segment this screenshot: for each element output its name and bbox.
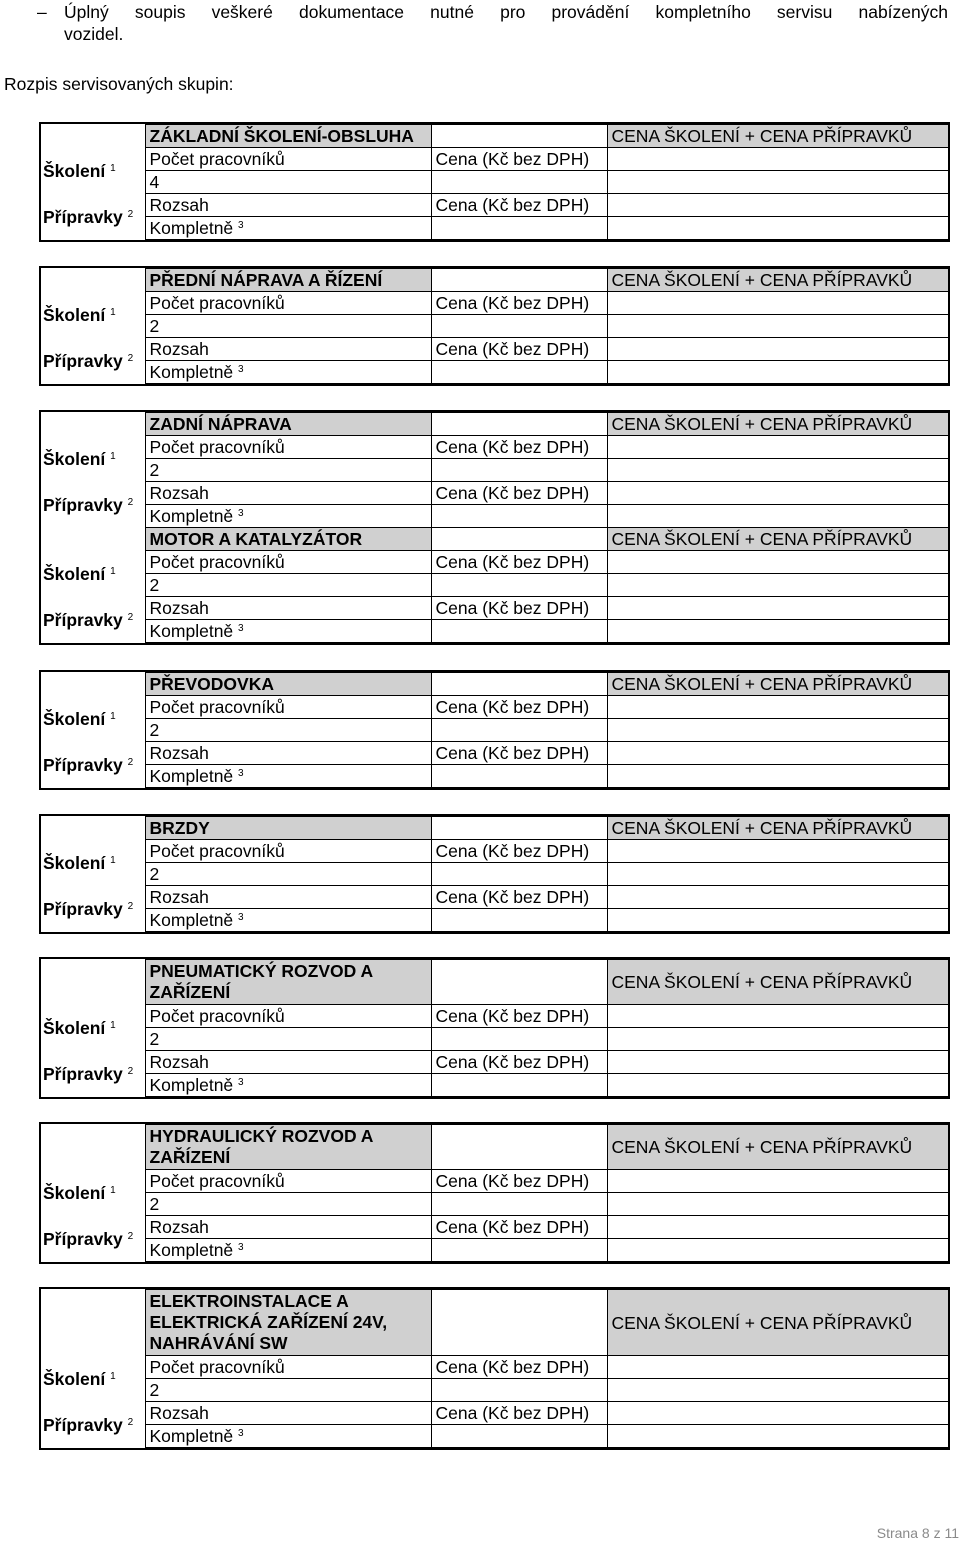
page-number: Strana 8 z 11	[876, 1525, 959, 1541]
scope-complete	[145, 909, 431, 932]
scope-complete	[145, 217, 431, 240]
footnote-mark: 3	[238, 768, 244, 779]
training-price-value[interactable]	[431, 459, 607, 482]
workers-label: Počet pracovníků	[145, 840, 431, 863]
training-price-value[interactable]	[431, 574, 607, 597]
skoleni-label: Školení	[43, 160, 106, 181]
footnote-mark: 2	[127, 1230, 134, 1242]
footnote-mark: 2	[127, 208, 134, 220]
tools-price-blank	[607, 1239, 948, 1262]
footnote-mark: 1	[110, 710, 116, 722]
tools-price-value[interactable]	[431, 765, 607, 788]
workers-label: Počet pracovníků	[145, 696, 431, 719]
scope-complete	[145, 765, 431, 788]
bullet-dash: –	[37, 2, 47, 22]
training-price-value[interactable]	[431, 1379, 607, 1402]
scope-complete	[145, 1074, 431, 1097]
service-group-block	[39, 814, 950, 934]
workers-count: 2	[145, 1028, 431, 1051]
title-empty-cell	[431, 528, 607, 551]
tools-price-blank	[607, 909, 948, 932]
service-group-table	[41, 412, 949, 643]
tools-price-label: Cena (Kč bez DPH)	[431, 1051, 607, 1074]
scope-complete-text: Kompletně	[149, 910, 234, 930]
training-price-blank	[607, 171, 948, 194]
scope-label: Rozsah	[145, 194, 431, 217]
footnote-mark: 3	[238, 912, 244, 923]
tools-price-blank	[607, 361, 948, 384]
scope-label: Rozsah	[145, 1402, 431, 1425]
scope-label: Rozsah	[145, 1051, 431, 1074]
footnote-mark: 2	[127, 900, 134, 912]
service-group-table	[41, 816, 949, 932]
scope-complete-text: Kompletně	[149, 621, 234, 641]
training-price-blank	[607, 574, 948, 597]
skoleni-label: Školení	[43, 304, 106, 325]
footnote-mark: 3	[238, 508, 244, 519]
scope-label: Rozsah	[145, 482, 431, 505]
tools-price-value[interactable]	[431, 361, 607, 384]
scope-complete-text: Kompletně	[149, 506, 234, 526]
pripravky-label: Přípravky	[43, 754, 123, 775]
intro-line-2: vozidel.	[64, 24, 124, 44]
pripravky-label: Přípravky	[43, 1228, 123, 1249]
tools-price-label: Cena (Kč bez DPH)	[431, 1216, 607, 1239]
training-price-value[interactable]	[431, 863, 607, 886]
workers-label: Počet pracovníků	[145, 1170, 431, 1193]
footnote-mark: 1	[110, 450, 116, 462]
pripravky-label: Přípravky	[43, 898, 123, 919]
group-title: ZÁKLADNÍ ŠKOLENÍ-OBSLUHA	[145, 125, 431, 148]
scope-label: Rozsah	[145, 1216, 431, 1239]
tools-price-label: Cena (Kč bez DPH)	[431, 742, 607, 765]
total-price-header: CENA ŠKOLENÍ + CENA PŘÍPRAVKŮ	[607, 125, 948, 148]
training-price-blank	[607, 719, 948, 742]
section-heading: Rozpis servisovaných skupin:	[4, 74, 234, 94]
tools-price-label: Cena (Kč bez DPH)	[431, 597, 607, 620]
training-price-input[interactable]	[607, 292, 948, 315]
training-price-label: Cena (Kč bez DPH)	[431, 840, 607, 863]
title-empty-cell	[431, 673, 607, 696]
service-group-table	[41, 268, 949, 384]
tools-price-input[interactable]	[607, 482, 948, 505]
scope-complete	[145, 1425, 431, 1448]
footnote-mark: 1	[110, 854, 116, 866]
group-title: ZADNÍ NÁPRAVA	[145, 413, 431, 436]
pripravky-label-cell	[41, 742, 145, 788]
skoleni-label: Školení	[43, 1182, 106, 1203]
scope-label: Rozsah	[145, 338, 431, 361]
group-title: MOTOR A KATALYZÁTOR	[145, 528, 431, 551]
title-empty-cell	[431, 817, 607, 840]
total-price-header: CENA ŠKOLENÍ + CENA PŘÍPRAVKŮ	[607, 1125, 948, 1170]
skoleni-label-cell	[41, 148, 145, 194]
footnote-mark: 1	[110, 1370, 116, 1382]
pripravky-label-cell	[41, 597, 145, 643]
workers-count: 2	[145, 459, 431, 482]
tools-price-value[interactable]	[431, 1425, 607, 1448]
footnote-mark: 2	[127, 611, 134, 623]
tools-price-value[interactable]	[431, 217, 607, 240]
training-price-label: Cena (Kč bez DPH)	[431, 1005, 607, 1028]
training-price-blank	[607, 1028, 948, 1051]
footnote-mark: 3	[238, 220, 244, 231]
skoleni-label: Školení	[43, 563, 106, 584]
footnote-mark: 1	[110, 162, 116, 174]
pripravky-label: Přípravky	[43, 494, 123, 515]
footnote-mark: 3	[238, 623, 244, 634]
footnote-mark: 2	[127, 1416, 134, 1428]
training-price-input[interactable]	[607, 551, 948, 574]
skoleni-label-cell	[41, 1356, 145, 1402]
workers-count: 2	[145, 719, 431, 742]
footnote-mark: 2	[127, 1065, 134, 1077]
tools-price-value[interactable]	[431, 1074, 607, 1097]
skoleni-label: Školení	[43, 448, 106, 469]
skoleni-label-cell	[41, 1170, 145, 1216]
skoleni-label-cell	[41, 696, 145, 742]
training-price-label: Cena (Kč bez DPH)	[431, 1356, 607, 1379]
group-title: ELEKTROINSTALACE A ELEKTRICKÁ ZAŘÍZENÍ 24V, NAHRÁVÁNÍ SW	[145, 1290, 431, 1356]
training-price-input[interactable]	[607, 1170, 948, 1193]
pripravky-label: Přípravky	[43, 1063, 123, 1084]
skoleni-label: Školení	[43, 1017, 106, 1038]
skoleni-label: Školení	[43, 708, 106, 729]
footnote-mark: 2	[127, 352, 134, 364]
total-price-header: CENA ŠKOLENÍ + CENA PŘÍPRAVKŮ	[607, 528, 948, 551]
workers-label: Počet pracovníků	[145, 148, 431, 171]
footnote-mark: 3	[238, 1242, 244, 1253]
workers-label: Počet pracovníků	[145, 551, 431, 574]
tools-price-blank	[607, 765, 948, 788]
left-spacer	[41, 673, 145, 696]
scope-complete	[145, 505, 431, 528]
group-title: BRZDY	[145, 817, 431, 840]
pripravky-label: Přípravky	[43, 206, 123, 227]
tools-price-blank	[607, 1425, 948, 1448]
footnote-mark: 1	[110, 565, 116, 577]
tools-price-value[interactable]	[431, 909, 607, 932]
tools-price-label: Cena (Kč bez DPH)	[431, 194, 607, 217]
service-group-block	[39, 670, 950, 790]
left-spacer	[41, 413, 145, 436]
tools-price-input[interactable]	[607, 1402, 948, 1425]
pripravky-label-cell	[41, 482, 145, 528]
tools-price-value[interactable]	[431, 1239, 607, 1262]
title-empty-cell	[431, 125, 607, 148]
group-title: PNEUMATICKÝ ROZVOD A ZAŘÍZENÍ	[145, 960, 431, 1005]
workers-label: Počet pracovníků	[145, 1005, 431, 1028]
footnote-mark: 1	[110, 1019, 116, 1031]
training-price-input[interactable]	[607, 696, 948, 719]
tools-price-input[interactable]	[607, 194, 948, 217]
workers-count: 2	[145, 315, 431, 338]
total-price-header: CENA ŠKOLENÍ + CENA PŘÍPRAVKŮ	[607, 413, 948, 436]
workers-count: 2	[145, 863, 431, 886]
footnote-mark: 3	[238, 1428, 244, 1439]
title-empty-cell	[431, 1125, 607, 1170]
tools-price-value[interactable]	[431, 505, 607, 528]
skoleni-label-cell	[41, 292, 145, 338]
training-price-blank	[607, 1193, 948, 1216]
group-title: PŘEVODOVKA	[145, 673, 431, 696]
training-price-input[interactable]	[607, 1356, 948, 1379]
skoleni-label-cell	[41, 840, 145, 886]
tools-price-label: Cena (Kč bez DPH)	[431, 1402, 607, 1425]
group-title: HYDRAULICKÝ ROZVOD A ZAŘÍZENÍ	[145, 1125, 431, 1170]
tools-price-input[interactable]	[607, 742, 948, 765]
skoleni-label-cell	[41, 551, 145, 597]
tools-price-label: Cena (Kč bez DPH)	[431, 482, 607, 505]
group-title: PŘEDNÍ NÁPRAVA A ŘÍZENÍ	[145, 269, 431, 292]
service-group-block	[39, 122, 950, 242]
scope-complete-text: Kompletně	[149, 362, 234, 382]
training-price-label: Cena (Kč bez DPH)	[431, 148, 607, 171]
left-spacer	[41, 125, 145, 148]
service-group-table	[41, 124, 949, 240]
pripravky-label-cell	[41, 1216, 145, 1262]
training-price-label: Cena (Kč bez DPH)	[431, 1170, 607, 1193]
footnote-mark: 3	[238, 1077, 244, 1088]
scope-complete-text: Kompletně	[149, 1240, 234, 1260]
service-group-table	[41, 1289, 949, 1448]
training-price-value[interactable]	[431, 171, 607, 194]
service-group-block	[39, 1122, 950, 1264]
tools-price-value[interactable]	[431, 620, 607, 643]
skoleni-label: Školení	[43, 852, 106, 873]
left-spacer	[41, 528, 145, 551]
skoleni-label-cell	[41, 436, 145, 482]
service-group-table	[41, 672, 949, 788]
training-price-blank	[607, 1379, 948, 1402]
tools-price-blank	[607, 217, 948, 240]
pripravky-label: Přípravky	[43, 609, 123, 630]
title-empty-cell	[431, 1290, 607, 1356]
workers-label: Počet pracovníků	[145, 1356, 431, 1379]
title-empty-cell	[431, 413, 607, 436]
footnote-mark: 2	[127, 496, 134, 508]
scope-label: Rozsah	[145, 597, 431, 620]
total-price-header: CENA ŠKOLENÍ + CENA PŘÍPRAVKŮ	[607, 269, 948, 292]
training-price-blank	[607, 459, 948, 482]
footnote-mark: 2	[127, 756, 134, 768]
scope-complete-text: Kompletně	[149, 1426, 234, 1446]
scope-complete	[145, 361, 431, 384]
training-price-blank	[607, 315, 948, 338]
service-group-block	[39, 957, 950, 1099]
training-price-input[interactable]	[607, 436, 948, 459]
title-empty-cell	[431, 960, 607, 1005]
total-price-header: CENA ŠKOLENÍ + CENA PŘÍPRAVKŮ	[607, 1290, 948, 1356]
intro-line-1: Úplný soupis veškeré dokumentace nutné pro provádění kompletního servisu nabízených	[64, 2, 948, 22]
service-group-block	[39, 410, 950, 645]
training-price-value[interactable]	[431, 1193, 607, 1216]
workers-label: Počet pracovníků	[145, 436, 431, 459]
footnote-mark: 1	[110, 1184, 116, 1196]
workers-count: 2	[145, 1379, 431, 1402]
scope-complete-text: Kompletně	[149, 766, 234, 786]
tools-price-input[interactable]	[607, 338, 948, 361]
left-spacer	[41, 960, 145, 1005]
service-group-block	[39, 1287, 950, 1450]
tools-price-input[interactable]	[607, 597, 948, 620]
workers-count: 2	[145, 574, 431, 597]
tools-price-label: Cena (Kč bez DPH)	[431, 886, 607, 909]
left-spacer	[41, 817, 145, 840]
tools-price-label: Cena (Kč bez DPH)	[431, 338, 607, 361]
left-spacer	[41, 269, 145, 292]
training-price-value[interactable]	[431, 719, 607, 742]
service-group-table	[41, 1124, 949, 1262]
pripravky-label-cell	[41, 886, 145, 932]
total-price-header: CENA ŠKOLENÍ + CENA PŘÍPRAVKŮ	[607, 817, 948, 840]
tools-price-input[interactable]	[607, 1216, 948, 1239]
left-spacer	[41, 1290, 145, 1356]
tools-price-blank	[607, 620, 948, 643]
training-price-label: Cena (Kč bez DPH)	[431, 292, 607, 315]
pripravky-label-cell	[41, 194, 145, 240]
workers-label: Počet pracovníků	[145, 292, 431, 315]
training-price-input[interactable]	[607, 840, 948, 863]
training-price-label: Cena (Kč bez DPH)	[431, 696, 607, 719]
skoleni-label-cell	[41, 1005, 145, 1051]
workers-count: 4	[145, 171, 431, 194]
scope-complete	[145, 1239, 431, 1262]
scope-complete-text: Kompletně	[149, 1075, 234, 1095]
scope-complete-text: Kompletně	[149, 218, 234, 238]
pripravky-label-cell	[41, 1402, 145, 1448]
scope-complete	[145, 620, 431, 643]
pripravky-label-cell	[41, 1051, 145, 1097]
pripravky-label-cell	[41, 338, 145, 384]
pripravky-label: Přípravky	[43, 1414, 123, 1435]
title-empty-cell	[431, 269, 607, 292]
tools-price-blank	[607, 1074, 948, 1097]
training-price-blank	[607, 863, 948, 886]
training-price-input[interactable]	[607, 1005, 948, 1028]
training-price-value[interactable]	[431, 1028, 607, 1051]
skoleni-label: Školení	[43, 1368, 106, 1389]
tools-price-input[interactable]	[607, 1051, 948, 1074]
training-price-label: Cena (Kč bez DPH)	[431, 436, 607, 459]
left-spacer	[41, 1125, 145, 1170]
tools-price-input[interactable]	[607, 886, 948, 909]
training-price-value[interactable]	[431, 315, 607, 338]
scope-label: Rozsah	[145, 886, 431, 909]
service-group-block	[39, 266, 950, 386]
total-price-header: CENA ŠKOLENÍ + CENA PŘÍPRAVKŮ	[607, 960, 948, 1005]
workers-count: 2	[145, 1193, 431, 1216]
training-price-label: Cena (Kč bez DPH)	[431, 551, 607, 574]
training-price-input[interactable]	[607, 148, 948, 171]
footnote-mark: 3	[238, 364, 244, 375]
pripravky-label: Přípravky	[43, 350, 123, 371]
scope-label: Rozsah	[145, 742, 431, 765]
total-price-header: CENA ŠKOLENÍ + CENA PŘÍPRAVKŮ	[607, 673, 948, 696]
footnote-mark: 1	[110, 306, 116, 318]
tools-price-blank	[607, 505, 948, 528]
service-group-table	[41, 959, 949, 1097]
